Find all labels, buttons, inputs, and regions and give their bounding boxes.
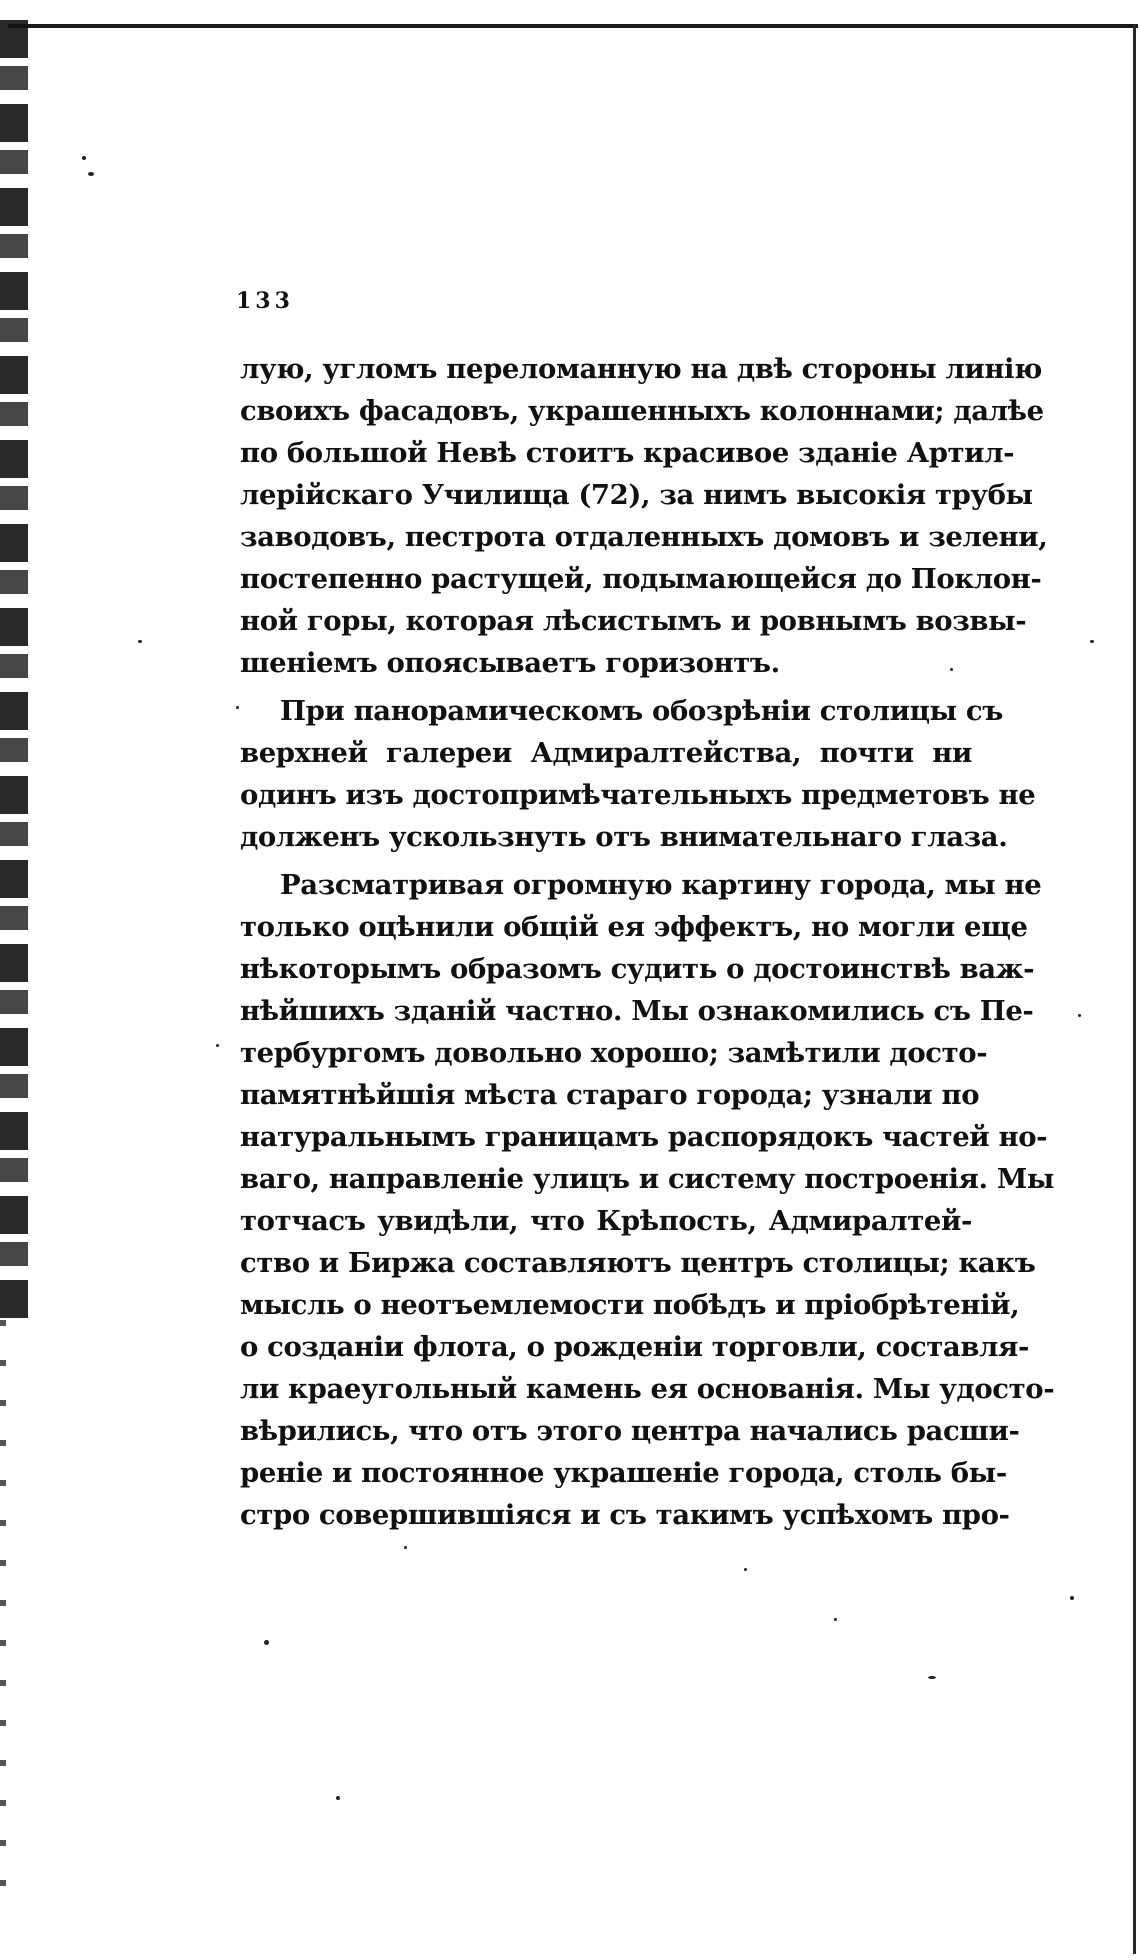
text-line: При панорамическомъ обозрѣніи столицы съ: [280, 695, 1003, 727]
text-line: шеніемъ опоясываетъ горизонтъ.: [240, 647, 780, 679]
scan-speck: [236, 706, 239, 709]
page-number: 133: [236, 288, 294, 314]
text-line: ваго, направленіе улицъ и систему построенія. Мы: [240, 1163, 1055, 1195]
text-line: Разсматривая огромную картину города, мы не: [280, 869, 1042, 901]
scan-speck: [928, 1676, 936, 1679]
scan-speck: [1078, 1014, 1081, 1017]
text-line: лую, угломъ переломанную на двѣ стороны линію: [240, 353, 1042, 385]
body-text: [240, 348, 1055, 1536]
scan-speck: [1070, 1596, 1074, 1600]
text-line: тербургомъ довольно хорошо; замѣтили досто-: [240, 1037, 988, 1069]
text-line: долженъ ускользнуть отъ внимательнаго глаза.: [240, 821, 1008, 853]
text-line: ли краеугольный камень ея основанія. Мы удосто-: [240, 1373, 1055, 1405]
scan-speck: [138, 640, 142, 643]
text-line: мысль о неотъемлемости побѣдъ и пріобрѣтеній,: [240, 1289, 1020, 1321]
text-line: лерійскаго Училища (72), за нимъ высокія трубы: [240, 479, 1033, 511]
scan-speck: [216, 1044, 219, 1047]
scan-speck: [264, 1640, 269, 1645]
text-line: только оцѣнили общій ея эффектъ, но могли еще: [240, 911, 1028, 943]
text-line: по большой Невѣ стоитъ красивое зданіе Артил-: [240, 437, 1015, 469]
text-line: ной горы, которая лѣсистымъ и ровнымъ возвы-: [240, 605, 1027, 637]
scan-speck: [88, 172, 94, 176]
text-line: натуральнымъ границамъ распорядокъ частей но-: [240, 1121, 1048, 1153]
text-line: ство и Биржа составляютъ центръ столицы; какъ: [240, 1247, 1036, 1279]
binding-edge-artifact-lower: [0, 1320, 6, 1920]
page-right-border: [1133, 24, 1136, 1954]
scan-speck: [834, 1618, 837, 1621]
scan-speck: [404, 1546, 407, 1549]
text-line: стро совершившіяся и съ такимъ успѣхомъ про-: [240, 1499, 1010, 1531]
scan-speck: [336, 1796, 340, 1800]
page-top-border: [8, 24, 1138, 28]
binding-edge-artifact: [0, 20, 28, 1320]
text-line: нѣйшихъ зданій частно. Мы ознакомились съ Пе-: [240, 995, 1034, 1027]
text-line: реніе и постоянное украшеніе города, столь бы-: [240, 1457, 1007, 1489]
text-line: памятнѣйшія мѣста стараго города; узнали по: [240, 1079, 980, 1111]
scan-speck: [82, 156, 86, 160]
text-line: верхней галереи Адмиралтейства, почти ни: [240, 737, 972, 769]
text-line: постепенно растущей, подымающейся до Поклон-: [240, 563, 1042, 595]
text-line: заводовъ, пестрота отдаленныхъ домовъ и зелени,: [240, 521, 1048, 553]
text-line: одинъ изъ достопримѣчательныхъ предметовъ не: [240, 779, 1036, 811]
scan-speck: [1090, 640, 1094, 643]
text-line: своихъ фасадовъ, украшенныхъ колоннами; далѣе: [240, 395, 1044, 427]
text-line: нѣкоторымъ образомъ судить о достоинствѣ важ-: [240, 953, 1035, 985]
text-line: вѣрились, что отъ этого центра начались расши-: [240, 1415, 1020, 1447]
text-line: о созданіи флота, о рожденіи торговли, составля-: [240, 1331, 1029, 1363]
text-line: тотчасъ увидѣли, что Крѣпость, Адмиралтей-: [240, 1205, 972, 1237]
scan-speck: [744, 1568, 747, 1571]
